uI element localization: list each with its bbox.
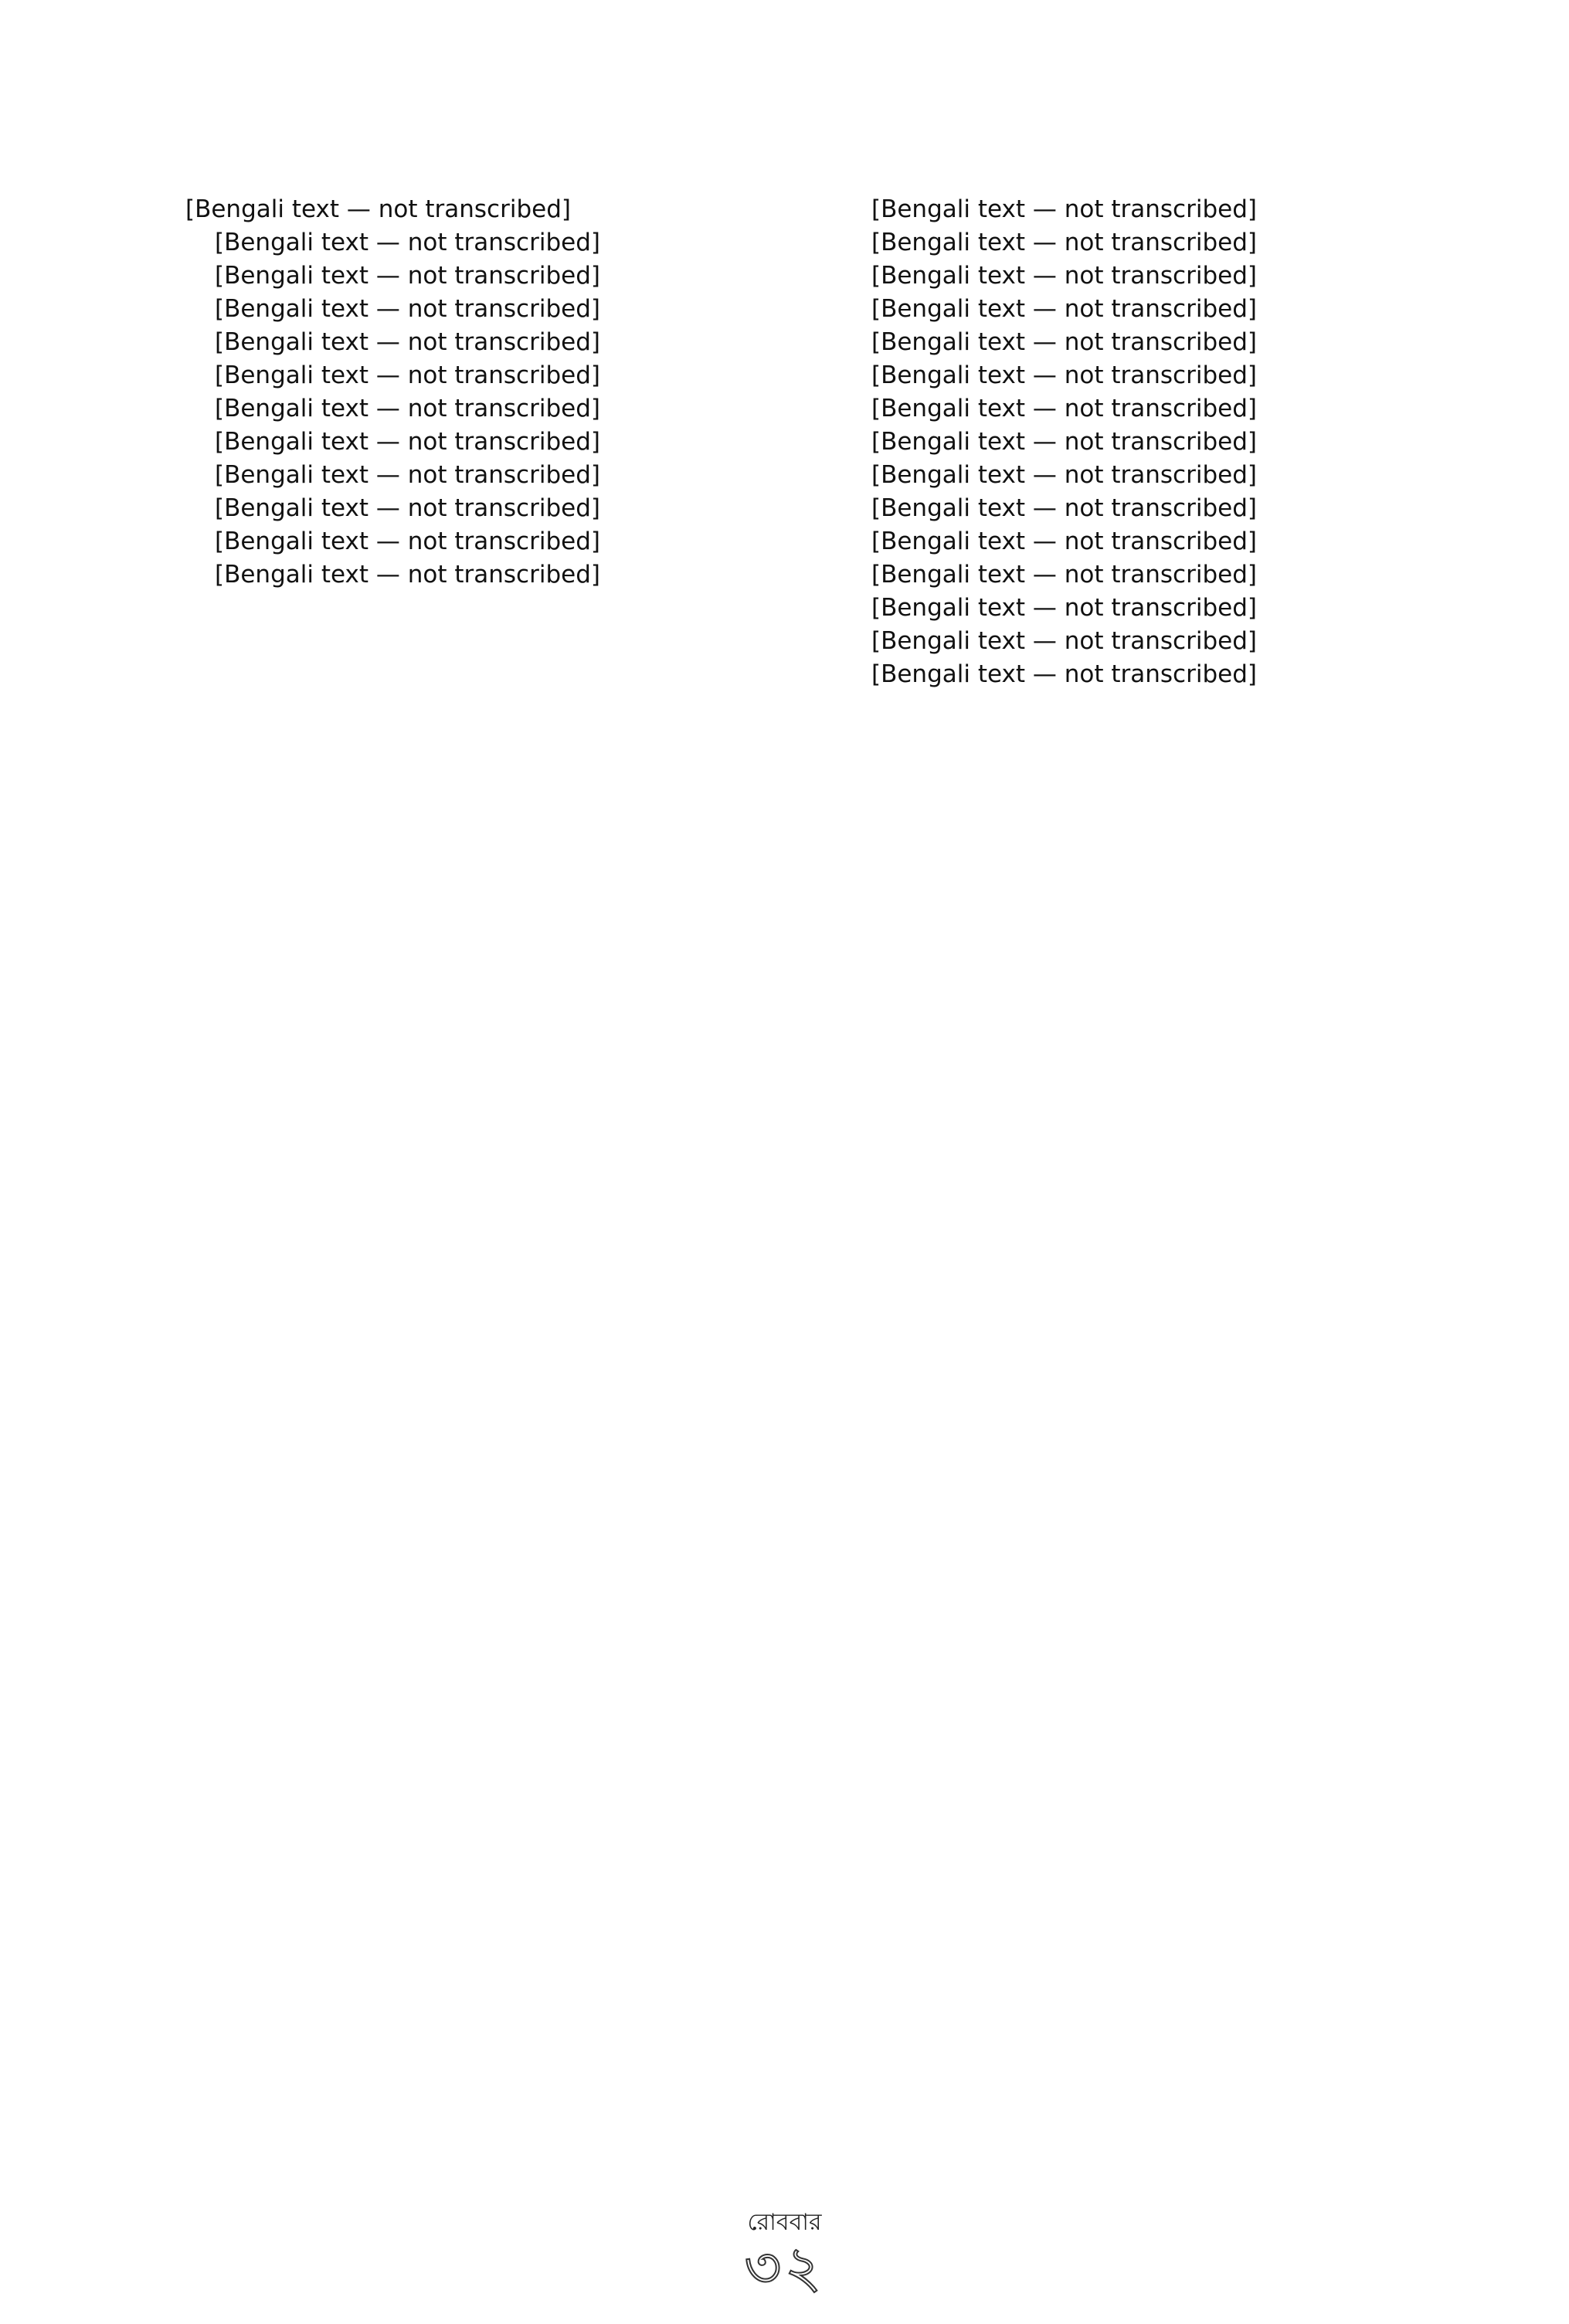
paragraph: [Bengali text — not transcribed] [871,195,1257,223]
paragraph: [Bengali text — not transcribed] [871,528,1257,555]
right-column [842,193,1460,691]
paragraph: [Bengali text — not transcribed] [215,528,600,555]
paragraph: [Bengali text — not transcribed] [871,395,1257,422]
paragraph: [Bengali text — not transcribed] [871,262,1257,290]
page-footer [0,2209,1569,2299]
left-column [185,193,803,592]
paragraph: [Bengali text — not transcribed] [215,395,600,422]
paragraph: [Bengali text — not transcribed] [871,461,1257,489]
paragraph: [Bengali text — not transcribed] [215,361,600,389]
magazine-name: রোববার [747,2209,822,2236]
paragraph: [Bengali text — not transcribed] [871,660,1257,688]
paragraph: [Bengali text — not transcribed] [215,428,600,456]
paragraph: [Bengali text — not transcribed] [871,594,1257,622]
paragraph: [Bengali text — not transcribed] [215,494,600,522]
paragraph: [Bengali text — not transcribed] [871,428,1257,456]
paragraph: [Bengali text — not transcribed] [871,494,1257,522]
paragraph: [Bengali text — not transcribed] [871,328,1257,356]
paragraph: [Bengali text — not transcribed] [871,295,1257,323]
paragraph: [Bengali text — not transcribed] [871,627,1257,655]
paragraph: [Bengali text — not transcribed] [871,361,1257,389]
paragraph: [Bengali text — not transcribed] [215,561,600,589]
paragraph: [Bengali text — not transcribed] [871,229,1257,256]
paragraph: [Bengali text — not transcribed] [215,295,600,323]
page-number: ৩২ [744,2234,825,2301]
paragraph: [Bengali text — not transcribed] [215,328,600,356]
paragraph: [Bengali text — not transcribed] [215,461,600,489]
paragraph: [Bengali text — not transcribed] [215,229,600,256]
paragraph: [Bengali text — not transcribed] [215,262,600,290]
paragraph: [Bengali text — not transcribed] [185,195,571,223]
paragraph: [Bengali text — not transcribed] [871,561,1257,589]
